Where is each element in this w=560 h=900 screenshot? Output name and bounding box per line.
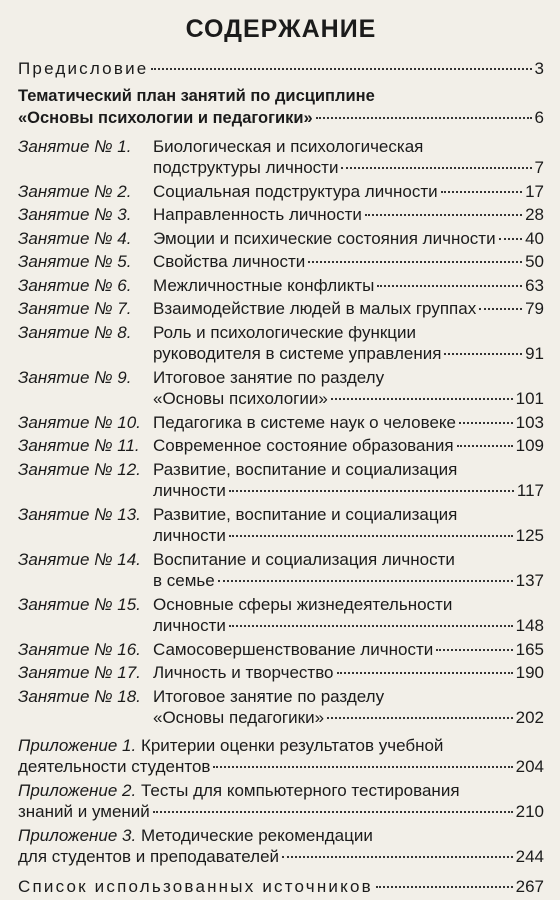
dot-leader <box>444 353 522 355</box>
lesson-label: Занятие № 2. <box>18 181 132 201</box>
lesson-label: Занятие № 1. <box>18 136 132 156</box>
lesson-title: Биологическая и психологическая <box>153 136 424 156</box>
entry-title: Предисловие <box>18 59 149 78</box>
page-number: 202 <box>515 708 544 727</box>
dot-leader <box>229 535 513 537</box>
entry-row <box>18 735 544 757</box>
lesson-title-cont: личности <box>153 616 226 635</box>
entry-row <box>18 525 544 547</box>
toc-entry-lesson[interactable] <box>18 639 544 661</box>
entry-title-line1: Тематический план занятий по дисциплине <box>18 86 375 105</box>
dot-leader <box>341 167 531 169</box>
lesson-label: Занятие № 11. <box>18 436 140 455</box>
page-number: 7 <box>534 158 544 177</box>
lesson-label: Занятие № 16. <box>18 639 141 659</box>
lesson-label: Занятие № 6. <box>18 275 132 295</box>
dot-leader <box>229 490 514 492</box>
page-number: 109 <box>515 436 544 455</box>
toc-entry-appendix[interactable] <box>18 780 544 823</box>
entry-row <box>18 615 544 637</box>
page-number: 50 <box>525 252 544 271</box>
lesson-title: Итоговое занятие по разделу <box>153 686 385 706</box>
lesson-title-cont: личности <box>153 481 226 500</box>
dot-leader <box>153 811 513 813</box>
lesson-label: Занятие № 8. <box>18 322 132 342</box>
toc-entry-lesson[interactable] <box>18 459 544 502</box>
page-number: 137 <box>515 571 544 590</box>
toc-entry-lesson[interactable] <box>18 204 544 226</box>
lessons-list <box>18 136 544 729</box>
lesson-label: Занятие № 12. <box>18 459 141 479</box>
page-number: 204 <box>515 757 544 776</box>
toc-entry-references[interactable] <box>18 876 544 898</box>
lesson-title-cont: личности <box>153 526 226 545</box>
toc-entry-appendix[interactable] <box>18 825 544 868</box>
lesson-label: Занятие № 10. <box>18 412 141 432</box>
dot-leader <box>331 398 513 400</box>
lesson-title: Взаимодействие людей в малых группах <box>153 299 477 318</box>
entry-row <box>18 707 544 729</box>
page-number: 210 <box>515 802 544 821</box>
lesson-title: Роль и психологические функции <box>153 322 417 342</box>
dot-leader <box>229 625 513 627</box>
entry-row <box>18 298 544 320</box>
lesson-label: Занятие № 9. <box>18 367 132 387</box>
toc-entry-lesson[interactable] <box>18 322 544 365</box>
toc-entry-lesson[interactable] <box>18 275 544 297</box>
lesson-title-cont: в семье <box>153 571 215 590</box>
entry-row <box>18 801 544 823</box>
lesson-label: Занятие № 13. <box>18 504 141 524</box>
page-number: 63 <box>525 275 544 295</box>
toc-entry-lesson[interactable] <box>18 298 544 320</box>
dot-leader <box>377 285 522 287</box>
toc-entry-plan[interactable] <box>18 86 544 130</box>
lesson-label: Занятие № 18. <box>18 686 141 706</box>
appendix-label: Приложение 3. <box>18 825 137 845</box>
page-number: 125 <box>515 526 544 545</box>
appendix-title: Методические рекомендации <box>140 825 373 845</box>
appendix-title: Критерии оценки результатов учебной <box>140 735 444 755</box>
appendix-title: Тесты для компьютерного тестирования <box>140 780 460 800</box>
dot-leader <box>479 308 522 310</box>
toc-entry-lesson[interactable] <box>18 367 544 410</box>
appendix-title-cont: знаний и умений <box>18 802 150 821</box>
dot-leader <box>213 766 512 768</box>
entry-row <box>18 435 544 457</box>
dot-leader <box>282 856 513 858</box>
page-number: 101 <box>515 389 544 408</box>
dot-leader <box>218 580 513 582</box>
lesson-title: Итоговое занятие по разделу <box>153 367 385 387</box>
page-number: 117 <box>516 481 544 500</box>
toc-entry-lesson[interactable] <box>18 136 544 179</box>
dot-leader <box>308 261 522 263</box>
lesson-label: Занятие № 15. <box>18 594 141 614</box>
page-number: 40 <box>525 228 544 248</box>
toc-entry-lesson[interactable] <box>18 504 544 547</box>
appendix-title-cont: для студентов и преподавателей <box>18 847 280 866</box>
lesson-title: Основные сферы жизнедеятельности <box>153 594 453 614</box>
lesson-title-cont: руководителя в системе управления <box>153 344 442 363</box>
toc-entry-lesson[interactable] <box>18 686 544 729</box>
toc-entry-lesson[interactable] <box>18 251 544 273</box>
lesson-title: Воспитание и социализация личности <box>153 549 455 569</box>
lesson-title: Направленность личности <box>153 205 362 224</box>
dot-leader <box>459 422 513 424</box>
toc-entry-lesson[interactable] <box>18 435 544 457</box>
appendix-label: Приложение 2. <box>18 780 137 800</box>
entry-row <box>18 662 544 684</box>
appendix-title-cont: деятельности студентов <box>18 757 211 776</box>
lesson-title: Личность и творчество <box>153 663 334 682</box>
table-of-contents <box>18 58 544 897</box>
toc-entry-lesson[interactable] <box>18 181 544 203</box>
entry-row <box>18 480 544 502</box>
page-number: 6 <box>534 108 544 127</box>
toc-entry-appendix[interactable] <box>18 735 544 778</box>
entry-row <box>18 825 544 847</box>
lesson-title: Самосовершенствование личности <box>153 639 434 659</box>
entry-row <box>18 686 544 708</box>
lesson-label: Занятие № 7. <box>18 299 132 318</box>
entry-row <box>18 275 544 297</box>
lesson-label: Занятие № 5. <box>18 252 132 271</box>
lesson-title-cont: «Основы психологии» <box>153 389 328 408</box>
dot-leader <box>499 238 523 240</box>
page-number: 190 <box>515 663 544 682</box>
page-number: 165 <box>515 639 544 659</box>
lesson-title: Эмоции и психические состояния личности <box>153 228 496 248</box>
page-number: 148 <box>515 616 544 635</box>
lesson-label: Занятие № 4. <box>18 228 132 248</box>
dot-leader <box>436 649 512 651</box>
entry-row <box>18 756 544 778</box>
lesson-title: Свойства личности <box>153 252 306 271</box>
entry-row <box>18 846 544 868</box>
toc-entry-lesson[interactable] <box>18 662 544 684</box>
entry-row <box>18 204 544 226</box>
toc-entry-lesson[interactable] <box>18 594 544 637</box>
lesson-title-cont: «Основы педагогики» <box>153 708 325 727</box>
appendices-list <box>18 735 544 868</box>
lesson-title: Социальная подструктура личности <box>153 181 438 201</box>
toc-entry-lesson[interactable] <box>18 412 544 434</box>
entry-row <box>18 388 544 410</box>
lesson-title: Межличностные конфликты <box>153 275 375 295</box>
entry-row <box>18 157 544 179</box>
entry-row <box>18 136 544 158</box>
dot-leader <box>151 68 531 70</box>
entry-title-line2: «Основы психологии и педагогики» <box>18 109 313 127</box>
entry-row <box>18 504 544 526</box>
lesson-label: Занятие № 17. <box>18 663 141 682</box>
page-title: СОДЕРЖАНИЕ <box>185 15 377 43</box>
dot-leader <box>441 191 522 193</box>
entry-row <box>18 343 544 365</box>
toc-entry-lesson[interactable] <box>18 549 544 592</box>
entry-row <box>18 639 544 661</box>
entry-row <box>18 780 544 802</box>
lesson-label: Занятие № 14. <box>18 549 141 569</box>
entry-row <box>18 570 544 592</box>
lesson-title: Развитие, воспитание и социализация <box>153 459 458 479</box>
entry-row <box>18 459 544 481</box>
lesson-title-cont: подструктуры личности <box>153 158 339 177</box>
entry-row <box>18 181 544 203</box>
appendix-label: Приложение 1. <box>18 735 137 755</box>
page-number: 28 <box>525 205 544 224</box>
dot-leader <box>337 672 513 674</box>
dot-leader <box>365 214 522 216</box>
dot-leader <box>316 117 532 119</box>
toc-entry-preface[interactable] <box>18 58 544 80</box>
page-number: 17 <box>525 181 544 201</box>
dot-leader <box>376 886 513 888</box>
page-number: 267 <box>515 876 544 896</box>
lesson-title: Современное состояние образования <box>153 436 454 455</box>
dot-leader <box>457 445 513 447</box>
page-number: 244 <box>515 847 544 866</box>
page-number: 79 <box>525 299 544 318</box>
entry-row <box>18 322 544 344</box>
page-number: 3 <box>534 59 544 78</box>
dot-leader <box>327 717 513 719</box>
entry-title: Список использованных источников <box>18 876 373 896</box>
page-number: 91 <box>525 344 544 363</box>
entry-row <box>18 228 544 250</box>
entry-row <box>18 367 544 389</box>
lesson-label: Занятие № 3. <box>18 205 132 224</box>
lesson-title: Развитие, воспитание и социализация <box>153 504 458 524</box>
lesson-title: Педагогика в системе наук о человеке <box>153 412 456 432</box>
page-number: 103 <box>515 412 544 432</box>
entry-row <box>18 594 544 616</box>
toc-entry-lesson[interactable] <box>18 228 544 250</box>
entry-row <box>18 251 544 273</box>
entry-row <box>18 412 544 434</box>
entry-row <box>18 549 544 571</box>
